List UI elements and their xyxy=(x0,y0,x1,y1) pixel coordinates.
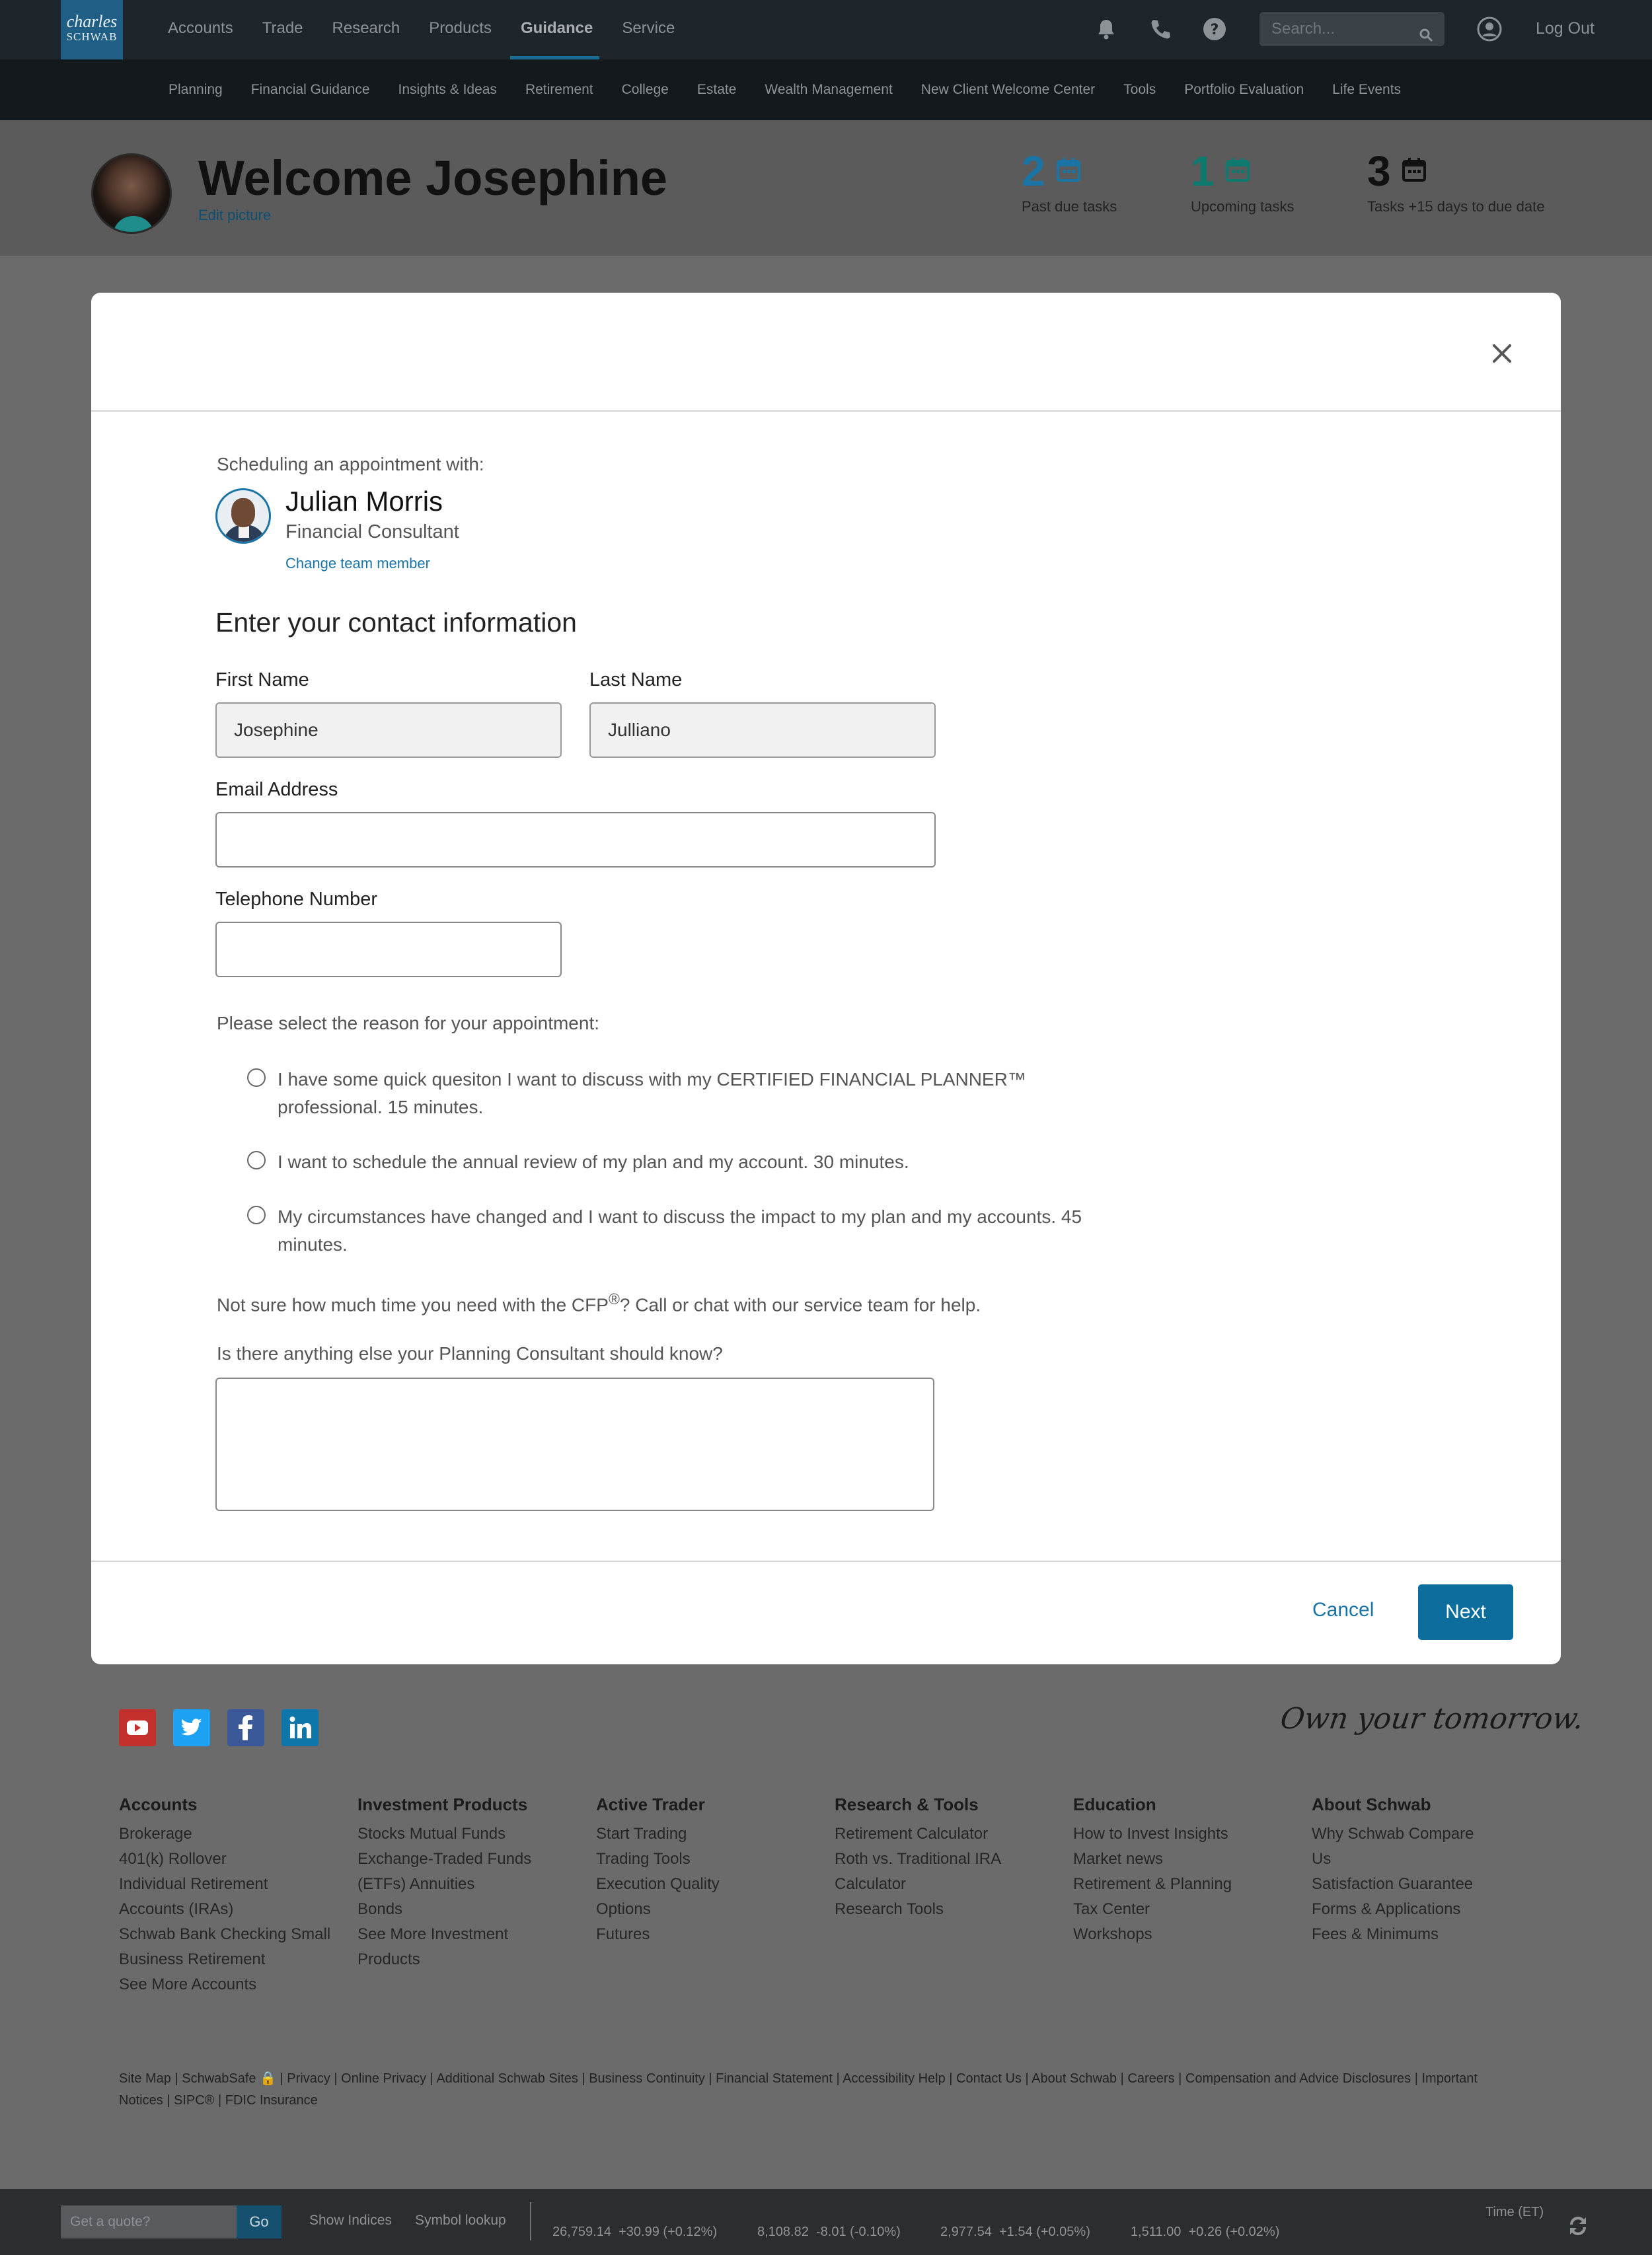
sub-navigation xyxy=(0,59,1652,120)
modal-footer xyxy=(91,1561,1561,1664)
subnav-college[interactable]: College xyxy=(621,82,669,97)
email-label: Email Address xyxy=(215,779,338,800)
nav-products[interactable]: Products xyxy=(429,19,492,37)
contact-info-heading: Enter your contact information xyxy=(215,607,577,638)
footer-link[interactable]: Futures xyxy=(596,1925,650,1943)
bell-icon[interactable] xyxy=(1092,15,1121,44)
footer-link[interactable]: Stocks Mutual Funds xyxy=(357,1825,506,1843)
symbol-lookup-link[interactable]: Symbol lookup xyxy=(415,2213,506,2228)
footer-link[interactable]: How to Invest Insights xyxy=(1073,1825,1228,1843)
logout-link[interactable]: Log Out xyxy=(1536,19,1595,38)
subnav-new-client-welcome-center[interactable]: New Client Welcome Center xyxy=(920,82,1096,97)
legal-links[interactable]: Site Map | SchwabSafe 🔒 | Privacy | Online Privacy | Additional Schwab Sites | Business Continuity | Financial Statement | Accessibility Help | Contact Us | About Schwab | Careers | Compensation and Advice Disclosures | Important Notices | SIPC® | FDIC Insurance xyxy=(119,2071,1478,2108)
footer-link[interactable]: Satisfaction Guarantee xyxy=(1312,1875,1474,1893)
twitter-icon[interactable] xyxy=(173,1709,210,1746)
footer-link[interactable]: Research Tools xyxy=(835,1900,944,1918)
go-button[interactable]: Go xyxy=(237,2205,282,2238)
footer-link[interactable]: Workshops xyxy=(1073,1925,1152,1943)
footer-link[interactable]: Market news xyxy=(1073,1850,1164,1868)
index-quote: 2,977.54 +1.54 (+0.05%) xyxy=(940,2225,1090,2239)
footer-link[interactable]: Execution Quality xyxy=(596,1875,720,1893)
schwab-logo[interactable]: charles SCHWAB xyxy=(61,0,123,59)
appointment-modal: Scheduling an appointment with: Julian Morris Financial Consultant Change team member Enter your contact information First Name Josephine Last Name Julliano Email Address Telephone Number Please select the reason for your appointment: I have some quick quesiton I want to discuss with my CERTIFIED FINANCIAL PLANNER™ professional. 15 minutes. I want to schedule the annual review of my plan and my account. 30 minutes. My circumstances have changed and I want to discuss the impact to my plan and my accounts. 45 minutes. Not sure how much time you need with the CFP®? Call or chat with our service team for help. Is there anything else your Planning Consultant should know? Cancel Next xyxy=(91,293,1561,1664)
quote-bar xyxy=(0,2189,1652,2255)
subnav-portfolio-evaluation[interactable]: Portfolio Evaluation xyxy=(1184,82,1304,97)
upcoming-tasks[interactable]: 1 Upcoming tasks xyxy=(1191,147,1295,215)
radio-button[interactable] xyxy=(247,1151,266,1169)
subnav-insights-ideas[interactable]: Insights & Ideas xyxy=(398,82,497,97)
consultant-name: Julian Morris xyxy=(285,486,443,517)
upcoming-count: 1 xyxy=(1191,147,1215,195)
change-team-member-link[interactable]: Change team member xyxy=(285,555,430,572)
footer-link[interactable]: Trading Tools xyxy=(596,1850,691,1868)
future-count: 3 xyxy=(1367,147,1391,195)
consultant-role: Financial Consultant xyxy=(285,521,459,542)
future-tasks[interactable]: 3 Tasks +15 days to due date xyxy=(1367,147,1545,215)
notes-textarea[interactable] xyxy=(215,1378,934,1511)
footer-link[interactable]: Brokerage xyxy=(119,1825,192,1843)
nav-research[interactable]: Research xyxy=(332,19,400,37)
nav-service[interactable]: Service xyxy=(622,19,675,37)
first-name-field[interactable]: Josephine xyxy=(215,702,562,758)
nav-guidance[interactable]: Guidance xyxy=(521,0,593,59)
past-due-count: 2 xyxy=(1022,147,1045,195)
time-label: Time (ET) xyxy=(1485,2205,1544,2219)
user-avatar xyxy=(91,153,172,234)
footer-link[interactable]: Accounts (IRAs) xyxy=(119,1900,234,1918)
next-button[interactable]: Next xyxy=(1418,1584,1513,1640)
user-account-icon[interactable] xyxy=(1475,15,1504,44)
scheduling-label: Scheduling an appointment with: xyxy=(217,454,484,474)
footer-column-research-tools: Research & Tools Retirement Calculator Roth vs. Traditional IRA Calculator Research Tools xyxy=(835,1794,1059,1922)
footer-link[interactable]: Forms & Applications xyxy=(1312,1900,1461,1918)
footer-link[interactable]: Individual Retirement xyxy=(119,1875,268,1893)
footer-link[interactable]: Bonds xyxy=(357,1900,403,1918)
footer-link[interactable]: Calculator xyxy=(835,1875,907,1893)
footer-link[interactable]: Schwab Bank Checking Small xyxy=(119,1925,331,1943)
email-field[interactable] xyxy=(215,812,936,868)
subnav-estate[interactable]: Estate xyxy=(696,82,737,97)
footer-link[interactable]: Exchange-Traded Funds xyxy=(357,1850,532,1868)
svg-text:?: ? xyxy=(1210,22,1219,38)
quote-input[interactable]: Get a quote? xyxy=(61,2205,237,2238)
footer-link[interactable]: See More Accounts xyxy=(119,1976,257,1993)
footer-link[interactable]: Options xyxy=(596,1900,651,1918)
nav-trade[interactable]: Trade xyxy=(262,19,303,37)
welcome-banner xyxy=(0,120,1652,256)
footer-link[interactable]: Roth vs. Traditional IRA xyxy=(835,1850,1002,1868)
close-icon[interactable] xyxy=(1485,337,1519,370)
reason-prompt: Please select the reason for your appointment: xyxy=(217,1013,600,1033)
first-name-label: First Name xyxy=(215,669,309,690)
index-quote: 8,108.82 -8.01 (-0.10%) xyxy=(757,2225,901,2239)
footer-link[interactable]: Us xyxy=(1312,1850,1332,1868)
footer-column-investment-products: Investment Products Stocks Mutual Funds Exchange-Traded Funds (ETFs) Annuities Bonds See More Investment Products xyxy=(357,1794,582,1972)
anything-else-label: Is there anything else your Planning Consultant should know? xyxy=(217,1343,723,1364)
search-input[interactable]: Search... xyxy=(1259,12,1445,46)
telephone-label: Telephone Number xyxy=(215,889,378,910)
facebook-icon[interactable] xyxy=(227,1709,264,1746)
telephone-field[interactable] xyxy=(215,922,562,977)
footer-link[interactable]: Products xyxy=(357,1950,420,1968)
top-navigation xyxy=(0,0,1652,59)
footer-link[interactable]: Why Schwab Compare xyxy=(1312,1825,1474,1843)
subnav-retirement[interactable]: Retirement xyxy=(525,82,593,97)
help-icon[interactable] xyxy=(1200,15,1229,44)
footer-link[interactable]: Retirement & Planning xyxy=(1073,1875,1232,1893)
index-quote: 1,511.00 +0.26 (+0.02%) xyxy=(1131,2225,1280,2239)
subnav-wealth-management[interactable]: Wealth Management xyxy=(765,82,893,97)
welcome-title: Welcome Josephine xyxy=(198,151,668,205)
subnav-financial-guidance[interactable]: Financial Guidance xyxy=(250,82,370,97)
refresh-icon[interactable] xyxy=(1565,2213,1591,2239)
past-due-tasks[interactable]: 2 Past due tasks xyxy=(1022,147,1117,215)
show-indices-link[interactable]: Show Indices xyxy=(309,2213,392,2228)
footer-column-accounts: Accounts Brokerage 401(k) Rollover Individual Retirement Accounts (IRAs) Schwab Bank Checking Small Business Retirement See More Accounts xyxy=(119,1794,344,1997)
calendar-icon xyxy=(1056,157,1081,186)
subnav-planning[interactable]: Planning xyxy=(169,82,223,97)
subnav-life-events[interactable]: Life Events xyxy=(1332,82,1402,97)
subnav-tools[interactable]: Tools xyxy=(1123,82,1156,97)
not-sure-help-text: Not sure how much time you need with the CFP®? Call or chat with our service team for help. xyxy=(217,1290,981,1315)
own-your-tomorrow-tagline: Own your tomorrow. xyxy=(1278,1702,1586,1736)
edit-picture-link[interactable]: Edit picture xyxy=(198,207,272,223)
search-icon[interactable] xyxy=(1418,21,1434,37)
consultant-avatar xyxy=(215,488,271,544)
footer-link[interactable]: (ETFs) Annuities xyxy=(357,1875,475,1893)
footer-column-about-schwab: About Schwab Why Schwab Compare Us Satisfaction Guarantee Forms & Applications Fees & Minimums xyxy=(1312,1794,1536,1947)
footer-link[interactable]: 401(k) Rollover xyxy=(119,1850,227,1868)
modal-header xyxy=(91,293,1561,412)
last-name-label: Last Name xyxy=(589,669,683,690)
footer-link[interactable]: Tax Center xyxy=(1073,1900,1150,1918)
footer-link[interactable]: Retirement Calculator xyxy=(835,1825,989,1843)
footer-column-education: Education How to Invest Insights Market news Retirement & Planning Tax Center Workshops xyxy=(1073,1794,1298,1947)
last-name-field[interactable]: Julliano xyxy=(589,702,936,758)
main-nav xyxy=(168,0,704,59)
footer-link[interactable]: Fees & Minimums xyxy=(1312,1925,1439,1943)
footer-link[interactable]: See More Investment xyxy=(357,1925,509,1943)
radio-button[interactable] xyxy=(247,1068,266,1087)
nav-accounts[interactable]: Accounts xyxy=(168,19,233,37)
divider xyxy=(530,2202,531,2240)
youtube-icon[interactable] xyxy=(119,1709,156,1746)
footer-column-active-trader: Active Trader Start Trading Trading Tools Execution Quality Options Futures xyxy=(596,1794,821,1947)
phone-icon[interactable] xyxy=(1146,15,1175,44)
index-quote: 26,759.14 +30.99 (+0.12%) xyxy=(552,2225,718,2239)
footer-link[interactable]: Business Retirement xyxy=(119,1950,266,1968)
calendar-icon xyxy=(1402,157,1427,186)
calendar-icon xyxy=(1225,157,1250,186)
cancel-button[interactable]: Cancel xyxy=(1312,1599,1374,1621)
linkedin-icon[interactable] xyxy=(282,1709,319,1746)
radio-button[interactable] xyxy=(247,1206,266,1224)
footer-link[interactable]: Start Trading xyxy=(596,1825,687,1843)
